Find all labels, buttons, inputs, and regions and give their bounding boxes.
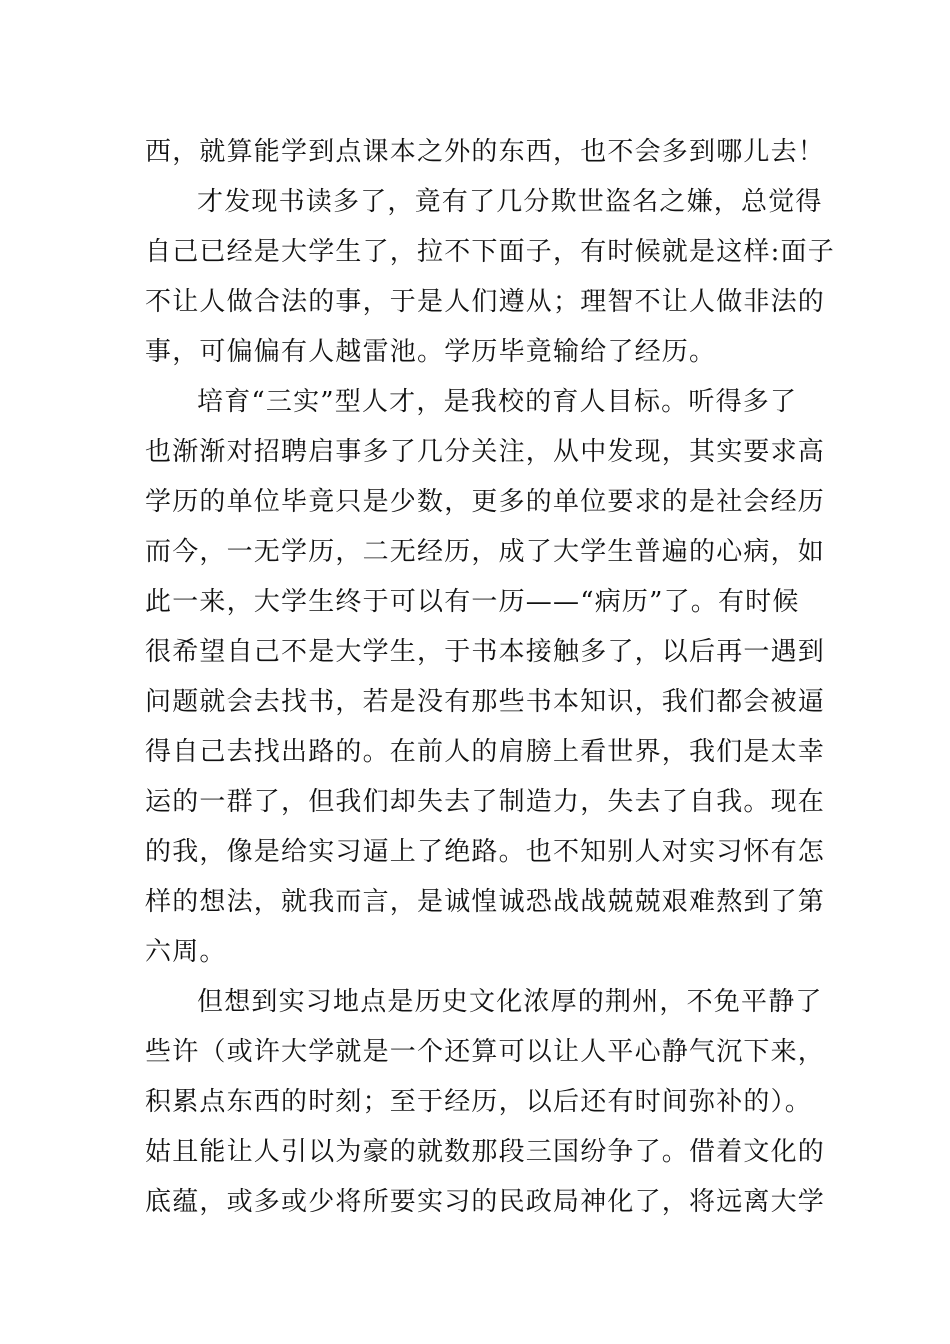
text-line: 六周。 bbox=[145, 937, 227, 967]
text-line: 西，就算能学到点课本之外的东西，也不会多到哪儿去！ bbox=[145, 137, 826, 167]
body-text bbox=[145, 127, 835, 1227]
text-line: 样的想法，就我而言，是诚惶诚恐战战兢兢艰难熬到了第 bbox=[145, 887, 826, 917]
text-line: 事，可偏偏有人越雷池。学历毕竟输给了经历。 bbox=[145, 337, 717, 367]
text-line: 也渐渐对招聘启事多了几分关注，从中发现，其实要求高 bbox=[145, 437, 826, 467]
paragraph-first-line: 才发现书读多了，竟有了几分欺世盗名之嫌，总觉得 bbox=[197, 187, 823, 217]
text-line: 此一来，大学生终于可以有一历——“病历”了。有时候 bbox=[145, 587, 800, 617]
text-line: 问题就会去找书，若是没有那些书本知识，我们都会被逼 bbox=[145, 687, 826, 717]
text-line: 不让人做合法的事，于是人们遵从；理智不让人做非法的 bbox=[145, 287, 826, 317]
text-line: 很希望自己不是大学生，于书本接触多了，以后再一遇到 bbox=[145, 637, 826, 667]
text-line: 得自己去找出路的。在前人的肩膀上看世界，我们是太幸 bbox=[145, 737, 826, 767]
paragraph-first-line: 但想到实习地点是历史文化浓厚的荆州，不免平静了 bbox=[197, 987, 823, 1017]
text-line: 运的一群了，但我们却失去了制造力，失去了自我。现在 bbox=[145, 787, 826, 817]
text-line: 而今，一无学历，二无经历，成了大学生普遍的心病，如 bbox=[145, 537, 826, 567]
text-line: 自己已经是大学生了，拉不下面子，有时候就是这样:面子 bbox=[145, 237, 835, 267]
text-line: 的我，像是给实习逼上了绝路。也不知别人对实习怀有怎 bbox=[145, 837, 826, 867]
text-line: 积累点东西的时刻；至于经历，以后还有时间弥补的）。 bbox=[145, 1087, 813, 1117]
paragraph-first-line: 培育“三实”型人才，是我校的育人目标。听得多了 bbox=[197, 387, 798, 417]
text-line: 学历的单位毕竟只是少数，更多的单位要求的是社会经历 bbox=[145, 487, 826, 517]
text-line: 底蕴，或多或少将所要实习的民政局神化了，将远离大学 bbox=[145, 1187, 826, 1217]
text-line: 姑且能让人引以为豪的就数那段三国纷争了。借着文化的 bbox=[145, 1137, 826, 1167]
text-line: 些许（或许大学就是一个还算可以让人平心静气沉下来， bbox=[145, 1037, 826, 1067]
